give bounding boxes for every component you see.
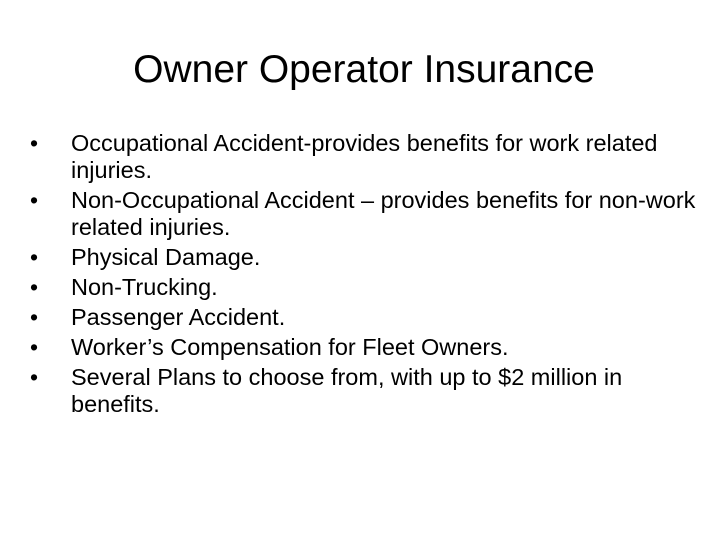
bullet-item	[28, 274, 700, 301]
bullet-item	[28, 364, 700, 418]
bullet-icon: •	[30, 130, 39, 156]
bullet-text: Occupational Accident-provides benefits for work related injuries.	[71, 130, 658, 183]
bullet-item	[28, 130, 700, 184]
bullet-item	[28, 334, 700, 361]
bullet-list	[28, 130, 700, 421]
bullet-text: Worker’s Compensation for Fleet Owners.	[71, 334, 509, 360]
bullet-icon: •	[30, 244, 39, 270]
bullet-item	[28, 244, 700, 271]
bullet-text: Physical Damage.	[71, 244, 261, 270]
bullet-icon: •	[30, 364, 39, 390]
bullet-text: Several Plans to choose from, with up to $2 million in benefits.	[71, 364, 623, 417]
slide-title: Owner Operator Insurance	[133, 48, 595, 91]
bullet-text: Passenger Accident.	[71, 304, 286, 330]
bullet-icon: •	[30, 187, 39, 213]
bullet-icon: •	[30, 274, 39, 300]
bullet-icon: •	[30, 304, 39, 330]
bullet-icon: •	[30, 334, 39, 360]
bullet-text: Non-Trucking.	[71, 274, 218, 300]
bullet-item	[28, 304, 700, 331]
bullet-item	[28, 187, 700, 241]
bullet-text: Non-Occupational Accident – provides benefits for non-work related injuries.	[71, 187, 696, 240]
